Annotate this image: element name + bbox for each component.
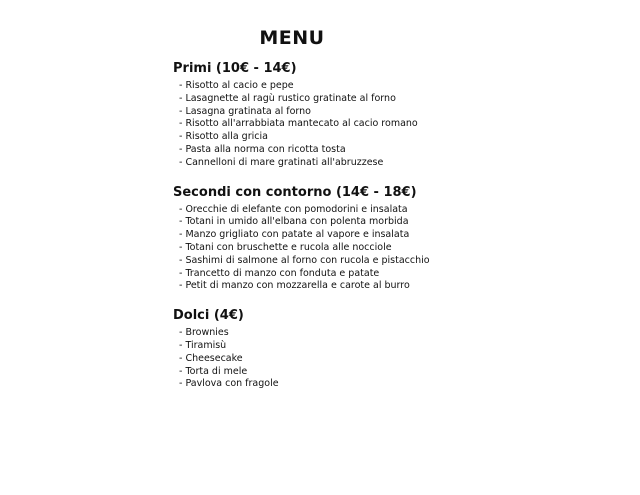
list-item: - Orecchie di elefante con pomodorini e insalata [179, 203, 408, 215]
list-item: - Cannelloni di mare gratinati all'abruzzese [179, 156, 384, 168]
section-heading-secondi: Secondi con contorno (14€ - 18€) [173, 184, 417, 200]
list-item: - Brownies [179, 327, 229, 339]
list-item: - Petit di manzo con mozzarella e carote al burro [179, 280, 410, 292]
item-list-primi [173, 80, 613, 170]
list-item: - Tiramisù [179, 339, 227, 351]
list-item: - Totani in umido all'elbana con polenta morbida [179, 216, 409, 228]
section-secondi [173, 184, 613, 294]
page-title: MENU [259, 27, 325, 49]
list-item: - Trancetto di manzo con fonduta e patate [179, 267, 380, 279]
list-item: - Sashimi di salmone al forno con rucola e pistacchio [179, 254, 430, 266]
list-item: - Manzo grigliato con patate al vapore e insalata [179, 229, 410, 241]
menu-content [173, 60, 613, 405]
section-dolci [173, 307, 613, 391]
list-item: - Torta di mele [179, 365, 248, 377]
list-item: - Risotto alla gricia [179, 131, 268, 143]
list-item: - Risotto all'arrabbiata mantecato al cacio romano [179, 118, 418, 130]
list-item: - Lasagnette al ragù rustico gratinate al forno [179, 92, 396, 104]
list-item: - Pasta alla norma con ricotta tosta [179, 143, 346, 155]
list-item: - Risotto al cacio e pepe [179, 80, 294, 91]
section-heading-primi: Primi (10€ - 14€) [173, 61, 297, 76]
list-item: - Lasagna gratinata al forno [179, 105, 311, 117]
list-item: - Pavlova con fragole [179, 378, 279, 390]
list-item: - Totani con bruschette e rucola alle nocciole [179, 241, 392, 253]
item-list-secondi [173, 204, 613, 294]
item-list-dolci [173, 327, 613, 391]
section-primi [173, 60, 613, 170]
section-heading-dolci: Dolci (4€) [173, 308, 244, 324]
list-item: - Cheesecake [179, 352, 243, 364]
